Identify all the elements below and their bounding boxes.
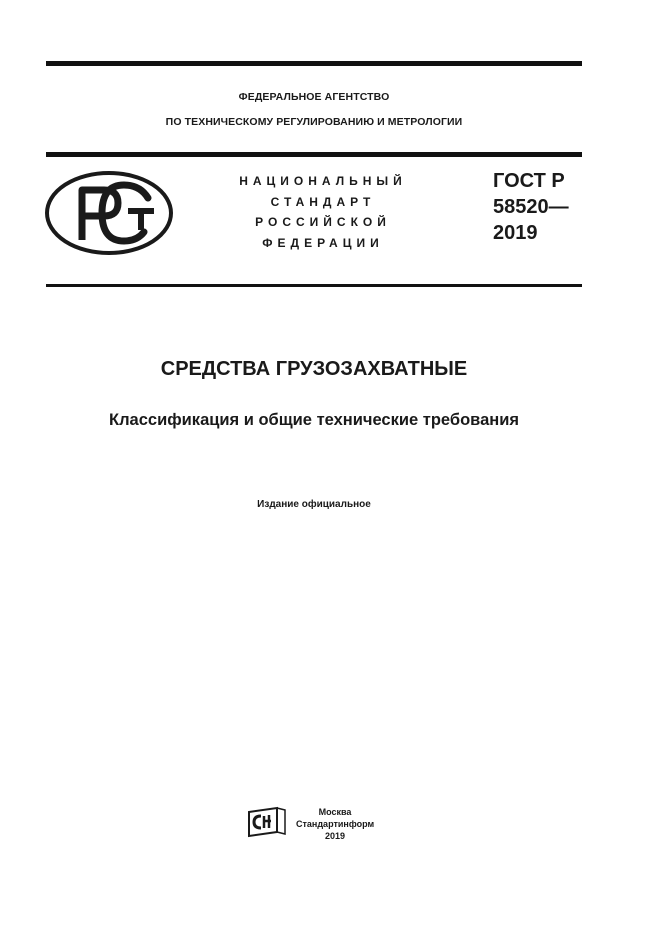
national-standard-block (228, 171, 418, 253)
publisher-year: 2019 (324, 831, 346, 841)
middle-rule (46, 152, 582, 157)
gost-prefix: ГОСТ Р (493, 170, 565, 192)
gost-r-logo-icon (44, 170, 174, 256)
document-title: СРЕДСТВА ГРУЗОЗАХВАТНЫЕ (160, 358, 468, 380)
gost-designation (493, 168, 569, 246)
standard-line-1: НАЦИОНАЛЬНЫЙ (239, 174, 407, 188)
edition-label: Издание официальное (257, 499, 371, 510)
standard-line-4: ФЕДЕРАЦИИ (262, 235, 384, 250)
standard-line-2: СТАНДАРТ (270, 194, 376, 209)
agency-line-1: ФЕДЕРАЛЬНОЕ АГЕНТСТВО (238, 91, 390, 103)
gost-year: 2019 (493, 222, 538, 244)
gost-number: 58520— (493, 196, 569, 218)
standartinform-logo-icon (247, 806, 287, 838)
document-subtitle: Классификация и общие технические требования (109, 411, 519, 429)
bottom-rule (46, 284, 582, 287)
agency-line-2: ПО ТЕХНИЧЕСКОМУ РЕГУЛИРОВАНИЮ И МЕТРОЛОГИИ (165, 116, 463, 128)
standard-line-3: РОССИЙСКОЙ (255, 215, 391, 229)
publisher-block (296, 806, 374, 842)
top-rule (46, 61, 582, 66)
publisher-city: Москва (318, 807, 352, 817)
publisher-name: Стандартинформ (296, 819, 375, 829)
